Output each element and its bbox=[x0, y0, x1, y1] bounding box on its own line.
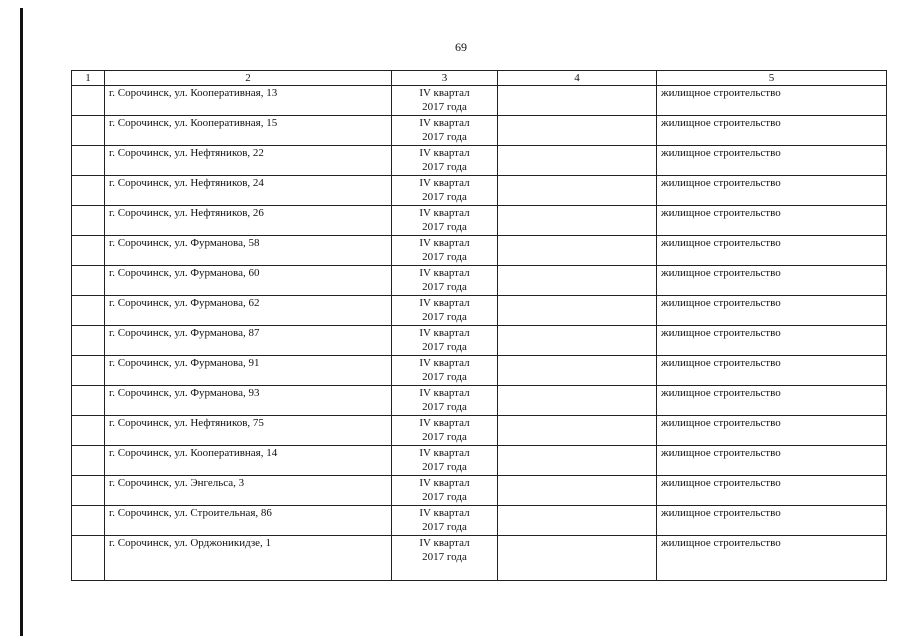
header-col-3: 3 bbox=[392, 71, 498, 86]
purpose-cell: жилищное строительство bbox=[657, 146, 887, 176]
table-row bbox=[72, 296, 887, 326]
period-quarter: IV квартал bbox=[419, 117, 470, 129]
period-year: 2017 года bbox=[422, 221, 467, 233]
period-year: 2017 года bbox=[422, 161, 467, 173]
period-cell bbox=[392, 386, 498, 416]
purpose-cell: жилищное строительство bbox=[657, 176, 887, 206]
purpose-cell: жилищное строительство bbox=[657, 266, 887, 296]
purpose-cell: жилищное строительство bbox=[657, 476, 887, 506]
period-cell bbox=[392, 116, 498, 146]
period-quarter: IV квартал bbox=[419, 327, 470, 339]
period-quarter: IV квартал bbox=[419, 387, 470, 399]
period-quarter: IV квартал bbox=[419, 297, 470, 309]
period-year: 2017 года bbox=[422, 101, 467, 113]
table-row bbox=[72, 86, 887, 116]
purpose-cell: жилищное строительство bbox=[657, 506, 887, 536]
address-cell: г. Сорочинск, ул. Орджоникидзе, 1 bbox=[105, 536, 392, 581]
row-number-cell bbox=[72, 116, 105, 146]
period-cell bbox=[392, 506, 498, 536]
address-cell: г. Сорочинск, ул. Фурманова, 93 bbox=[105, 386, 392, 416]
scan-edge-bar bbox=[20, 8, 23, 636]
table-row bbox=[72, 356, 887, 386]
row-number-cell bbox=[72, 146, 105, 176]
column-4-cell bbox=[498, 536, 657, 581]
address-cell: г. Сорочинск, ул. Нефтяников, 26 bbox=[105, 206, 392, 236]
period-year: 2017 года bbox=[422, 431, 467, 443]
period-year: 2017 года bbox=[422, 401, 467, 413]
land-plots-table bbox=[71, 70, 887, 581]
purpose-cell: жилищное строительство bbox=[657, 236, 887, 266]
period-quarter: IV квартал bbox=[419, 507, 470, 519]
table-row bbox=[72, 506, 887, 536]
address-cell: г. Сорочинск, ул. Энгельса, 3 bbox=[105, 476, 392, 506]
address-cell: г. Сорочинск, ул. Нефтяников, 22 bbox=[105, 146, 392, 176]
row-number-cell bbox=[72, 506, 105, 536]
purpose-cell: жилищное строительство bbox=[657, 206, 887, 236]
address-cell: г. Сорочинск, ул. Фурманова, 62 bbox=[105, 296, 392, 326]
period-year: 2017 года bbox=[422, 281, 467, 293]
period-year: 2017 года bbox=[422, 491, 467, 503]
purpose-cell: жилищное строительство bbox=[657, 116, 887, 146]
period-cell bbox=[392, 356, 498, 386]
row-number-cell bbox=[72, 266, 105, 296]
column-4-cell bbox=[498, 266, 657, 296]
period-year: 2017 года bbox=[422, 551, 467, 563]
row-number-cell bbox=[72, 386, 105, 416]
column-4-cell bbox=[498, 476, 657, 506]
period-year: 2017 года bbox=[422, 131, 467, 143]
period-year: 2017 года bbox=[422, 461, 467, 473]
row-number-cell bbox=[72, 206, 105, 236]
period-quarter: IV квартал bbox=[419, 267, 470, 279]
table-row bbox=[72, 266, 887, 296]
column-4-cell bbox=[498, 116, 657, 146]
purpose-cell: жилищное строительство bbox=[657, 536, 887, 581]
table-row bbox=[72, 416, 887, 446]
period-cell bbox=[392, 446, 498, 476]
period-year: 2017 года bbox=[422, 251, 467, 263]
table-row bbox=[72, 176, 887, 206]
table-row bbox=[72, 206, 887, 236]
purpose-cell: жилищное строительство bbox=[657, 356, 887, 386]
period-quarter: IV квартал bbox=[419, 177, 470, 189]
address-cell: г. Сорочинск, ул. Фурманова, 87 bbox=[105, 326, 392, 356]
period-quarter: IV квартал bbox=[419, 237, 470, 249]
row-number-cell bbox=[72, 446, 105, 476]
period-cell bbox=[392, 536, 498, 581]
period-year: 2017 года bbox=[422, 371, 467, 383]
period-cell bbox=[392, 266, 498, 296]
purpose-cell: жилищное строительство bbox=[657, 296, 887, 326]
column-4-cell bbox=[498, 146, 657, 176]
column-4-cell bbox=[498, 296, 657, 326]
table-header-row bbox=[72, 71, 887, 86]
address-cell: г. Сорочинск, ул. Фурманова, 58 bbox=[105, 236, 392, 266]
period-cell bbox=[392, 146, 498, 176]
period-quarter: IV квартал bbox=[419, 87, 470, 99]
period-cell bbox=[392, 176, 498, 206]
page-number: 69 bbox=[455, 40, 467, 54]
address-cell: г. Сорочинск, ул. Нефтяников, 75 bbox=[105, 416, 392, 446]
column-4-cell bbox=[498, 236, 657, 266]
period-cell bbox=[392, 326, 498, 356]
address-cell: г. Сорочинск, ул. Фурманова, 91 bbox=[105, 356, 392, 386]
period-cell bbox=[392, 416, 498, 446]
address-cell: г. Сорочинск, ул. Кооперативная, 14 bbox=[105, 446, 392, 476]
purpose-cell: жилищное строительство bbox=[657, 326, 887, 356]
column-4-cell bbox=[498, 356, 657, 386]
row-number-cell bbox=[72, 86, 105, 116]
table-row bbox=[72, 446, 887, 476]
column-4-cell bbox=[498, 86, 657, 116]
period-cell bbox=[392, 86, 498, 116]
period-quarter: IV квартал bbox=[419, 357, 470, 369]
column-4-cell bbox=[498, 386, 657, 416]
column-4-cell bbox=[498, 326, 657, 356]
period-quarter: IV квартал bbox=[419, 147, 470, 159]
address-cell: г. Сорочинск, ул. Кооперативная, 15 bbox=[105, 116, 392, 146]
row-number-cell bbox=[72, 326, 105, 356]
period-quarter: IV квартал bbox=[419, 417, 470, 429]
period-year: 2017 года bbox=[422, 191, 467, 203]
row-number-cell bbox=[72, 296, 105, 326]
purpose-cell: жилищное строительство bbox=[657, 86, 887, 116]
column-4-cell bbox=[498, 506, 657, 536]
column-4-cell bbox=[498, 446, 657, 476]
address-cell: г. Сорочинск, ул. Кооперативная, 13 bbox=[105, 86, 392, 116]
period-cell bbox=[392, 236, 498, 266]
row-number-cell bbox=[72, 416, 105, 446]
header-col-1: 1 bbox=[72, 71, 105, 86]
column-4-cell bbox=[498, 176, 657, 206]
table-row bbox=[72, 386, 887, 416]
table-row bbox=[72, 236, 887, 266]
period-cell bbox=[392, 476, 498, 506]
table-row bbox=[72, 536, 887, 581]
column-4-cell bbox=[498, 416, 657, 446]
address-cell: г. Сорочинск, ул. Нефтяников, 24 bbox=[105, 176, 392, 206]
header-col-2: 2 bbox=[105, 71, 392, 86]
purpose-cell: жилищное строительство bbox=[657, 446, 887, 476]
period-year: 2017 года bbox=[422, 341, 467, 353]
period-cell bbox=[392, 296, 498, 326]
table-row bbox=[72, 476, 887, 506]
header-col-4: 4 bbox=[498, 71, 657, 86]
row-number-cell bbox=[72, 356, 105, 386]
row-number-cell bbox=[72, 536, 105, 581]
period-quarter: IV квартал bbox=[419, 477, 470, 489]
column-4-cell bbox=[498, 206, 657, 236]
purpose-cell: жилищное строительство bbox=[657, 386, 887, 416]
header-col-5: 5 bbox=[657, 71, 887, 86]
table-row bbox=[72, 146, 887, 176]
period-cell bbox=[392, 206, 498, 236]
period-year: 2017 года bbox=[422, 311, 467, 323]
table-row bbox=[72, 116, 887, 146]
address-cell: г. Сорочинск, ул. Фурманова, 60 bbox=[105, 266, 392, 296]
period-quarter: IV квартал bbox=[419, 447, 470, 459]
period-quarter: IV квартал bbox=[419, 207, 470, 219]
row-number-cell bbox=[72, 176, 105, 206]
purpose-cell: жилищное строительство bbox=[657, 416, 887, 446]
period-quarter: IV квартал bbox=[419, 537, 470, 549]
table-row bbox=[72, 326, 887, 356]
row-number-cell bbox=[72, 476, 105, 506]
address-cell: г. Сорочинск, ул. Строительная, 86 bbox=[105, 506, 392, 536]
period-year: 2017 года bbox=[422, 521, 467, 533]
row-number-cell bbox=[72, 236, 105, 266]
